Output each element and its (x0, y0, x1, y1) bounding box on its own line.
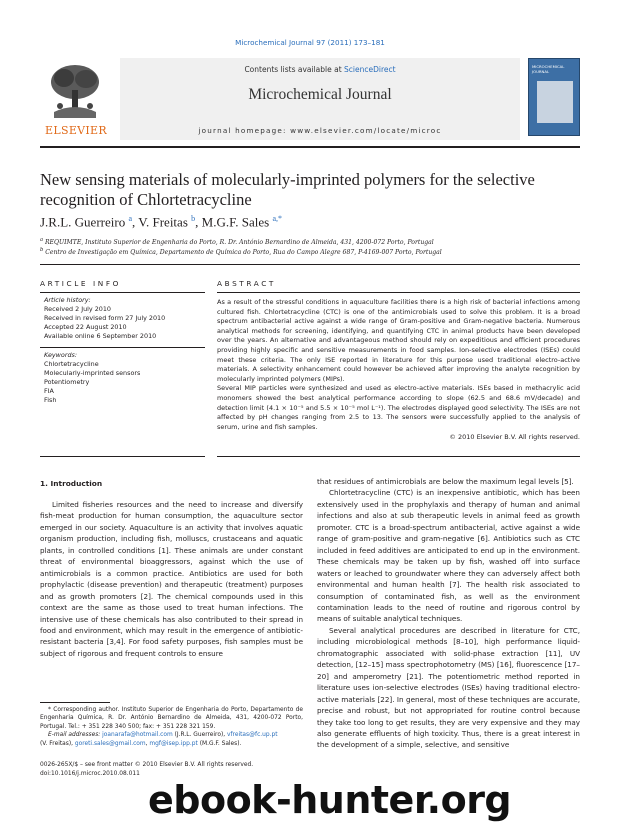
body-paragraph: Limited fisheries resources and the need to increase and diversify fish-meat production for human consumption, the aquaculture sector emerged in our society. Aquaculture is an activity that involves aquatic organism production, including fish, molluscs, crustaceans and aquatic plants, in controlled conditions [1]. These animals are under constant threat of environmental bioaggressors, against which the use of antimicrobials is a common practice. Antibiotics are used for both prophylactic (disease prevention) and therapeutic (treatment) purposes and as growth promoters [2]. The chemical compounds used in this context are the same as those used to treat human infections. The intensive use of these chemicals has also contributed to their spread in food and environment, which may result in the emergence of antibiotic-resistant bacteria [3,4]. For food safety purposes, fish samples must be subject of rigorous and frequent controls to ensure (40, 500, 303, 658)
body-paragraph: that residues of antimicrobials are below the maximum legal levels [5]. (317, 477, 574, 486)
article-info-heading: ARTICLE INFO (40, 279, 121, 288)
doi-link[interactable]: doi:10.1016/j.microc.2010.08.011 (40, 771, 140, 777)
journal-homepage[interactable]: journal homepage: www.elsevier.com/locate/microc (198, 126, 442, 135)
footnote-corresponding (40, 706, 303, 748)
cover-image (537, 81, 573, 123)
publisher-logo (40, 58, 112, 140)
body-left-column (40, 499, 303, 659)
issn-line: 0026-265X/$ – see front matter © 2010 Elsevier B.V. All rights reserved. (40, 762, 254, 768)
email-link[interactable]: vfreitas@fc.up.pt (227, 732, 278, 739)
corresponding-author-note: * Corresponding author. Instituto Superior de Engenharia do Porto, Departamento de Engenharia Química, R. Dr. António Bernardino de Almeida, 431, 4200-072 Porto, Portugal. Tel.: + 351 228 340 500; fax: + 351 228 321 159. (40, 707, 303, 730)
author-affiliation-mark[interactable]: b (191, 214, 196, 223)
affiliation-mark: b (40, 247, 44, 253)
affiliation-a (40, 237, 580, 246)
keywords-divider (40, 347, 205, 348)
email-owner: (J.R.L. Guerreiro), (172, 732, 227, 739)
keyword-item: Molecularly-imprinted sensors (44, 369, 141, 378)
journal-header (40, 58, 580, 140)
keyword-item: Potentiometry (44, 378, 90, 387)
journal-title: Microchemical Journal (248, 86, 392, 103)
footnote-divider (40, 702, 110, 703)
affiliation-text: Centro de Investigação em Química, Departamento de Química do Porto, Rua do Campo Alegre 687, P-4169-007 Porto, Portugal (45, 249, 442, 257)
author-separator: , (195, 214, 202, 230)
publisher-name: ELSEVIER (45, 124, 107, 137)
journal-cover (528, 58, 580, 136)
elsevier-tree-icon (46, 62, 104, 120)
author-name: J.R.L. Guerreiro (40, 214, 126, 230)
abstract-divider (217, 292, 580, 293)
history-label: Article history: (44, 296, 91, 304)
email-separator: , (145, 740, 150, 747)
history-revised: Received in revised form 27 July 2010 (44, 314, 166, 323)
article-title: New sensing materials of molecularly-imprinted polymers for the selective recognition of Chlortetracycline (40, 170, 535, 209)
affiliation-text: REQUIMTE, Instituto Superior de Engenharia do Porto, R. Dr. António Bernardino de Almeida, 431, 4200-072 Porto, Portugal (44, 239, 434, 247)
history-online: Available online 6 September 2010 (44, 332, 157, 341)
affiliation-divider (40, 264, 580, 265)
journal-banner (120, 58, 520, 140)
email-line-2 (40, 740, 303, 748)
abstract-paragraph: Several MIP particles were synthesized and used as electro-active materials. ISEs based in methacrylic acid monomers showed the best analytical performance according to slope (62.5 and 68.6 mV/decade) and detection limit (4.1 × 10⁻⁵ and 5.5 × 10⁻⁵ mol L⁻¹). The electrodes displayed good selectivity. The ISEs are not affected by pH changes ranging from 2.5 to 13. The sensors were successfully applied to the analysis of serum, urine and fish samples. (217, 384, 580, 431)
article-history (44, 296, 204, 341)
journal-citation[interactable]: Microchemical Journal 97 (2011) 173–181 (235, 38, 385, 47)
affiliation-mark: a (40, 237, 44, 243)
abstract-body (217, 298, 580, 432)
sciencedirect-link[interactable]: ScienceDirect (344, 65, 396, 74)
author-name: M.G.F. Sales (201, 214, 270, 230)
author-list (40, 214, 580, 230)
body-paragraph: Chlortetracycline (CTC) is an inexpensive antibiotic, which has been extensively used in the prophylaxis and therapy of human and animal infections and also at sub therapeutic levels in animal feed as growth promoter. CTC is a broad-spectrum antibacterial, active against a wide range of gram-positive and gram-negative [6]. Antibiotics such as CTC included in feed additives are anticipated to end up in the environment. These chemicals may be taken up by fish, washed off into surface waters or leached to groundwater where they can adversely affect both environmental and human health [7]. The health risk associated to consumption of contaminated fish, as well as the environment contamination leads to the need of routine and rigorous control by means of suitable analytical techniques. (317, 488, 580, 624)
author-separator: , (132, 214, 139, 230)
contents-prefix: Contents lists available at (244, 65, 345, 74)
body-paragraph: Several analytical procedures are described in literature for CTC, including microbiological methods [8–10], high performance liquid-chromatographic associated with solid-phase extraction [11], UV detection, [12–15] mass spectrophotometry (MS) [16], fluorescence [17–20] and amperometry [21]. The potentiometric method reported in literature uses ion-selective electrodes (ISEs) having traditional electro-active materials [22]. In general, most of these techniques are accurate, precise and robust, but not appropriated for routine control because they take too long to get results, they are very expensive and they may also generate effluents of high toxicity. Thus, there is a great interest in the development of a simple, selective, and sensitive (317, 625, 580, 750)
watermark: ebook-hunter.org (148, 778, 512, 822)
section-heading-introduction: 1. Introduction (40, 479, 103, 488)
contents-line (120, 65, 520, 74)
abstract-bottom-divider (217, 456, 580, 457)
email-link[interactable]: goreti.sales@gmail.com (74, 740, 146, 747)
cover-title: MICROCHEMICAL JOURNAL (532, 64, 565, 74)
keywords-label: Keywords: (44, 351, 77, 359)
header-divider (40, 146, 580, 148)
email-owner: (M.G.F. Sales). (197, 740, 242, 747)
keywords (44, 351, 204, 406)
article-info-divider (40, 292, 205, 293)
email-line (40, 731, 303, 739)
email-link[interactable]: joanarafa@hotmail.com (102, 732, 173, 739)
abstract-paragraph: As a result of the stressful conditions in aquaculture facilities there is a high risk of bacterial infections among cultured fish. Chlortetracycline (CTC) is one of the antimicrobials used to solve this problem. It is a broad spectrum antibacterial active against a wide range of Gram-positive and Gram-negative bacteria. Numerous analytical methods for screening, identifying, and quantifying CTC in animal products have been developed over the years. An alternative and advantageous method should rely on expeditious and efficient procedures providing highly specific and sensitive measurements in food samples. Ion-selective electrodes (ISEs) could meet these criteria. The only ISE reported in literature for this purpose used traditional electro-active materials. A selectivity enhancement could however be achieved after improving the analyte recognition by molecularly imprinted polymers (MIPs). (217, 298, 580, 383)
keyword-item: FIA (44, 387, 54, 396)
email-link[interactable]: mgf@isep.ipp.pt (149, 740, 198, 747)
email-label: E-mail addresses: (48, 732, 101, 739)
affiliation-b (40, 247, 580, 256)
keyword-item: Chlortetracycline (44, 360, 99, 369)
keyword-item: Fish (44, 396, 57, 405)
article-info-bottom-divider (40, 456, 205, 457)
email-owner: (V. Freitas), (40, 740, 75, 747)
body-right-column (317, 476, 580, 751)
history-accepted: Accepted 22 August 2010 (44, 323, 127, 332)
abstract-copyright: © 2010 Elsevier B.V. All rights reserved. (449, 433, 580, 441)
author-affiliation-mark[interactable]: a (128, 214, 133, 223)
abstract-heading: ABSTRACT (217, 279, 276, 288)
author-name: V. Freitas (138, 214, 188, 230)
author-affiliation-mark[interactable]: a,* (272, 214, 283, 223)
history-received: Received 2 July 2010 (44, 305, 111, 314)
